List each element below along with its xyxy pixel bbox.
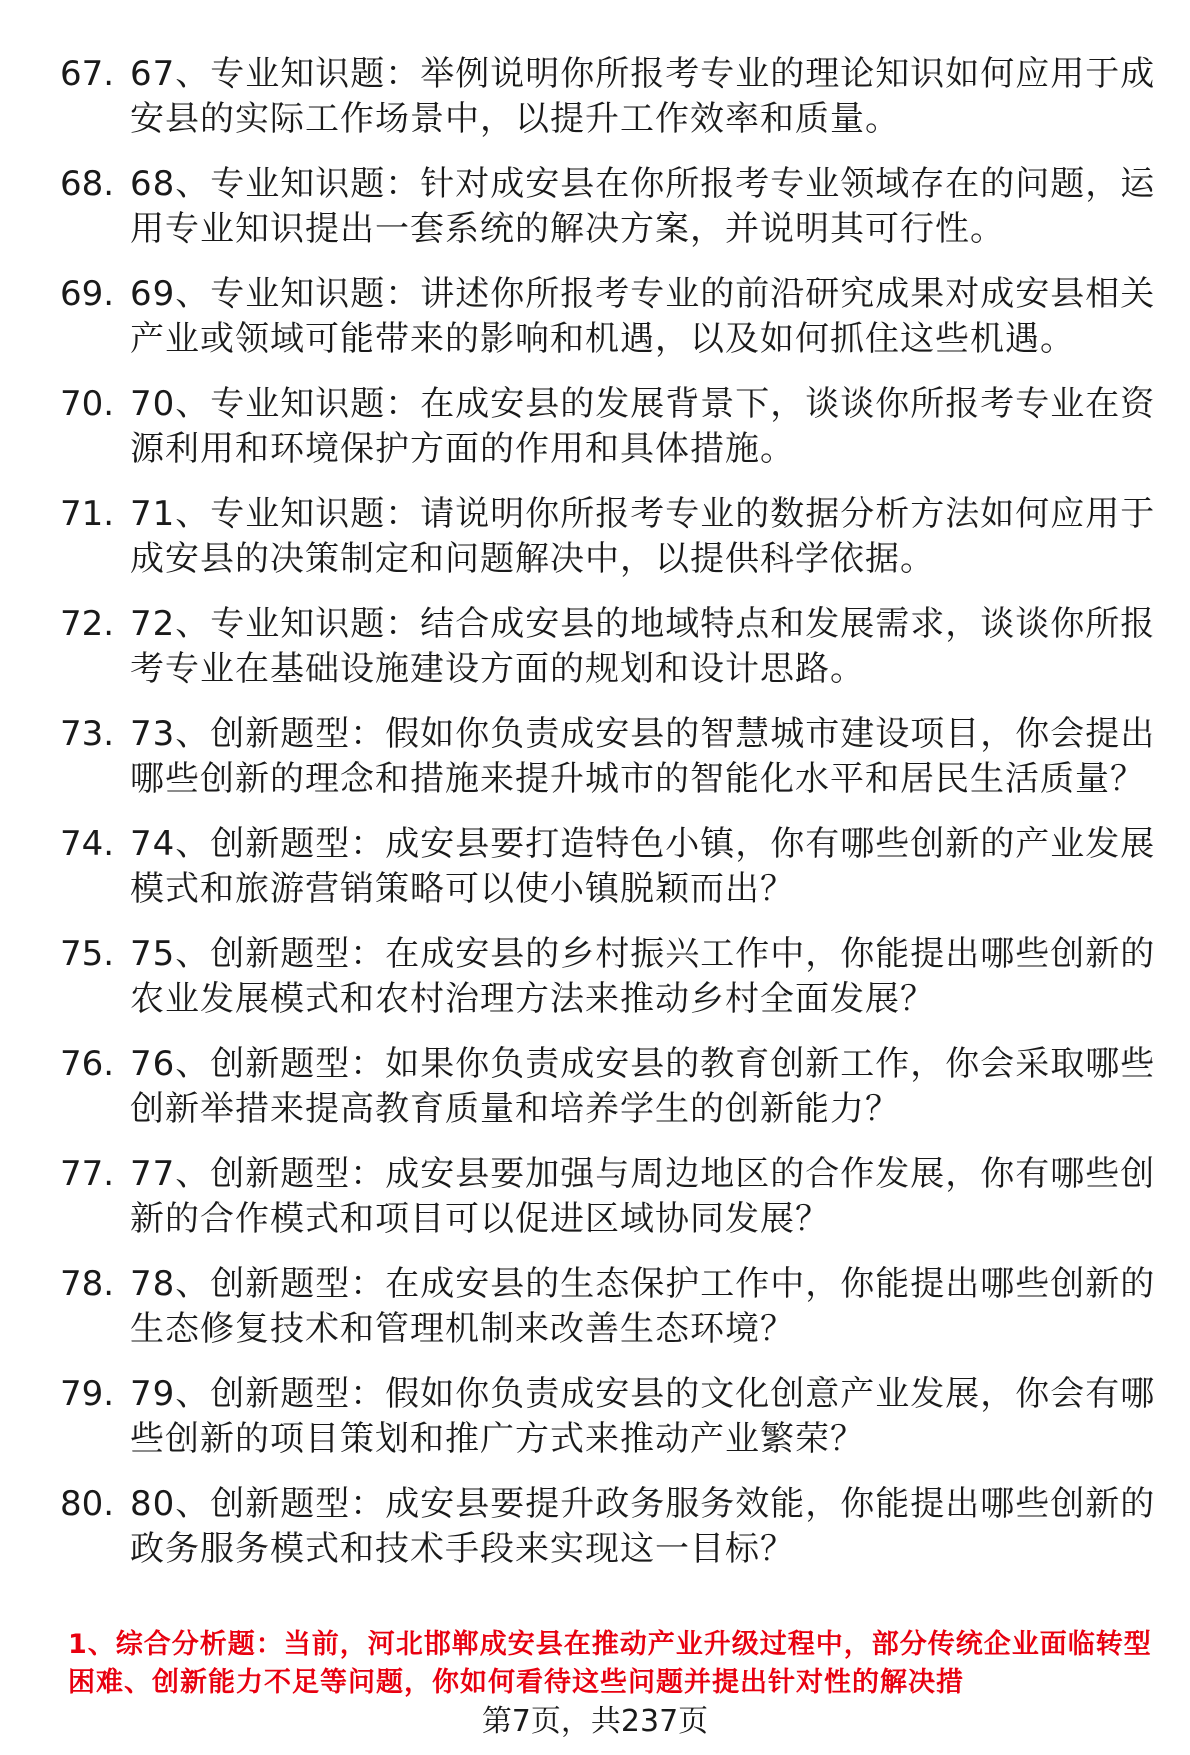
question-number: 71. [60, 494, 115, 534]
question-number: 79. [60, 1374, 115, 1414]
question-number: 68. [60, 164, 115, 204]
question-list [60, 52, 1165, 1592]
question-text: 76、创新题型：如果你负责成安县的教育创新工作，你会采取哪些创新举措来提高教育质量和培养学生的创新能力？ [130, 1044, 1156, 1129]
question-text: 67、专业知识题：举例说明你所报考专业的理论知识如何应用于成安县的实际工作场景中，以提升工作效率和质量。 [130, 54, 1156, 139]
question-number: 70. [60, 384, 115, 424]
question-item [60, 272, 1165, 362]
page-number: 第7页，共237页 [481, 1704, 709, 1739]
question-item [60, 162, 1165, 252]
question-text: 75、创新题型：在成安县的乡村振兴工作中，你能提出哪些创新的农业发展模式和农村治理方法来推动乡村全面发展？ [130, 934, 1156, 1019]
highlight-question: 1、综合分析题：当前，河北邯郸成安县在推动产业升级过程中，部分传统企业面临转型困难、创新能力不足等问题，你如何看待这些问题并提出针对性的解决措 [68, 1629, 1152, 1698]
question-item [60, 602, 1165, 692]
question-text: 77、创新题型：成安县要加强与周边地区的合作发展，你有哪些创新的合作模式和项目可以促进区域协同发展？ [130, 1154, 1156, 1239]
question-text: 79、创新题型：假如你负责成安县的文化创意产业发展，你会有哪些创新的项目策划和推广方式来推动产业繁荣？ [130, 1374, 1156, 1459]
question-item [60, 1042, 1165, 1132]
question-text: 70、专业知识题：在成安县的发展背景下，谈谈你所报考专业在资源利用和环境保护方面的作用和具体措施。 [130, 384, 1156, 469]
question-text: 71、专业知识题：请说明你所报考专业的数据分析方法如何应用于成安县的决策制定和问题解决中，以提供科学依据。 [130, 494, 1156, 579]
question-item [60, 1262, 1165, 1352]
question-number: 67. [60, 54, 115, 94]
question-text: 68、专业知识题：针对成安县在你所报考专业领域存在的问题，运用专业知识提出一套系统的解决方案，并说明其可行性。 [130, 164, 1156, 249]
question-item [60, 1152, 1165, 1242]
question-item [60, 52, 1165, 142]
question-item [60, 492, 1165, 582]
question-number: 75. [60, 934, 115, 974]
question-number: 73. [60, 714, 115, 754]
question-item [60, 712, 1165, 802]
question-item [60, 1482, 1165, 1572]
question-text: 80、创新题型：成安县要提升政务服务效能，你能提出哪些创新的政务服务模式和技术手段来实现这一目标？ [130, 1484, 1156, 1569]
question-item [60, 382, 1165, 472]
question-number: 69. [60, 274, 115, 314]
question-text: 72、专业知识题：结合成安县的地域特点和发展需求，谈谈你所报考专业在基础设施建设方面的规划和设计思路。 [130, 604, 1156, 689]
question-number: 78. [60, 1264, 115, 1304]
question-number: 77. [60, 1154, 115, 1194]
question-number: 80. [60, 1484, 115, 1524]
question-number: 74. [60, 824, 115, 864]
question-item [60, 932, 1165, 1022]
question-text: 74、创新题型：成安县要打造特色小镇，你有哪些创新的产业发展模式和旅游营销策略可以使小镇脱颖而出？ [130, 824, 1156, 909]
question-item [60, 822, 1165, 912]
question-text: 69、专业知识题：讲述你所报考专业的前沿研究成果对成安县相关产业或领域可能带来的影响和机遇，以及如何抓住这些机遇。 [130, 274, 1156, 359]
question-number: 76. [60, 1044, 115, 1084]
question-item [60, 1372, 1165, 1462]
question-number: 72. [60, 604, 115, 644]
question-text: 73、创新题型：假如你负责成安县的智慧城市建设项目，你会提出哪些创新的理念和措施来提升城市的智能化水平和居民生活质量？ [130, 714, 1156, 799]
question-text: 78、创新题型：在成安县的生态保护工作中，你能提出哪些创新的生态修复技术和管理机制来改善生态环境？ [130, 1264, 1156, 1349]
